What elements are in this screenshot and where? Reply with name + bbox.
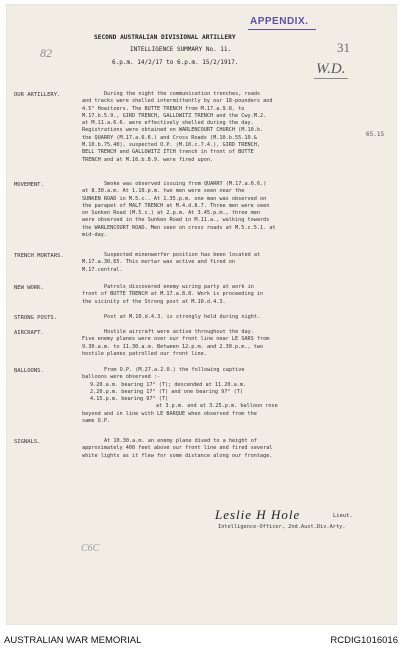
text-line: BELL TRENCH and GALLOWITZ ITCH trench in front of BUTTE [82, 149, 254, 156]
text-line: 4.5" Howitzers. The BUTTE TRENCH from M.17.a.9.8. to [82, 105, 245, 112]
pencil-wd-note: W.D. [316, 61, 346, 77]
signature-title: Intelligence-Officer, 2nd.Aust.Div.Arty. [218, 524, 346, 530]
text-line: balloons were observed :- [82, 374, 161, 381]
section-heading-strong-posts: STRONG POSTS. [14, 315, 58, 321]
text-line: same O.P. [82, 418, 111, 425]
section-heading-movement: MOVEMENT. [14, 182, 44, 188]
folio-number: 31 [337, 40, 350, 55]
footer-institution: AUSTRALIAN WAR MEMORIAL [4, 635, 142, 646]
section-heading-balloons: BALLOONS. [14, 368, 44, 374]
text-line: M.10.b.75.40), suspected O.P. (M.10.c.7.4.), GIRD TRENCH, [82, 142, 261, 149]
text-line: TRENCH and at M.16.b.8.9. were fired upon. [82, 156, 214, 163]
pencil-wd-underline [314, 78, 348, 79]
section-heading-artillery: OUR ARTILLERY. [14, 92, 61, 98]
text-line: Hostile aircraft were active throughout the day. [104, 329, 254, 335]
text-line: M.17.b.5.9., GIRD TRENCH, GALLOWITZ TRENCH and the Cwy.M.2. [82, 112, 267, 119]
text-line: beyond and in line with LE BARQUE when observed from the [82, 410, 257, 417]
pencil-margin-note: 65.15 [366, 131, 385, 138]
text-line: white lights as it flew for some distance along our frontage. [82, 452, 273, 459]
text-line: the vicinity of the Strong post at M.10.d.4.3. [82, 298, 226, 305]
section-body-movement [82, 181, 384, 239]
text-line: approximately 400 feet above our front line and fired several [82, 445, 273, 452]
section-body-balloons [82, 367, 384, 425]
text-line: 4.15.p.m. bearing 97° (T) [90, 396, 169, 403]
signature-rank: Lieut. [333, 513, 353, 519]
document-subtitle: INTELLIGENCE SUMMARY No. 11. [130, 46, 232, 53]
text-line: SUNKEN ROAD in M.5.c.. At 1.35.p.m. one man was observed on [82, 195, 267, 202]
text-line: 9.20.a.m. bearing 17° (T); descended at 11.20.a.m. [90, 381, 247, 388]
section-body-artillery [82, 91, 384, 164]
text-line: M.17.a.30.65. This mortar was active and fired on [82, 259, 236, 266]
text-line: Patrols discovered enemy wiring party at work in [104, 284, 254, 290]
archive-footer [0, 627, 404, 653]
section-heading-new-work: NEW WORK. [14, 285, 44, 291]
text-line: the parapet of MALT TRENCH at M.4.d.8.7. Three men were seen [82, 202, 270, 209]
pencil-page-number: 82 [40, 46, 52, 60]
text-line: and tracks were shelled intermittently by our 18-pounders and [82, 98, 273, 105]
text-line: Five enemy planes were over our front line near LE SARS from [82, 336, 270, 343]
text-line: Suspected minenwerfer position has been located at [104, 252, 261, 258]
section-body-trench-mortars [82, 252, 384, 274]
section-body-aircraft [82, 329, 384, 358]
document-period: 6.p.m. 14/2/17 to 6.p.m. 15/2/1917. [112, 59, 239, 66]
section-body-strong-posts [82, 314, 384, 321]
section-body-signals [82, 438, 384, 460]
text-line: mid-day. [82, 232, 107, 239]
text-line: at 3.p.m. and at 3.25.p.m. balloon rose [156, 403, 278, 410]
text-line: at M.11.a.6.6. were effectively shelled during the day. [82, 120, 254, 127]
text-line: M.17.central. [82, 266, 123, 273]
document-title: SECOND AUSTRALIAN DIVISIONAL ARTILLERY [94, 34, 236, 41]
section-body-new-work [82, 284, 384, 306]
text-line: 2.20.p.m. bearing 17° (T) and one bearing 97° (T) [90, 388, 244, 395]
text-line: on Sunken Road (M.5.c.) at 2.p.m. At 3.45.p.m., three men [82, 210, 261, 217]
section-heading-aircraft: AIRCRAFT. [14, 330, 44, 336]
text-line: the WARLENCOURT ROAD. Men seen on cross roads at M.5.c.5.1. at [82, 224, 276, 231]
text-line: Smoke was observed issuing from QUARRY (M.17.a.6.6.) [104, 181, 267, 187]
text-line: the QUARRY (M.17.a.6.6.) and Cross Roads (M.10.b.55.10.& [82, 134, 257, 141]
text-line: hostile planes patrolled our front line. [82, 350, 207, 357]
footer-record-id: RCDIG1016016 [330, 635, 398, 646]
appendix-stamp: APPENDIX. [250, 16, 309, 27]
appendix-underline [248, 29, 316, 30]
text-line: At 10.30.a.m. an enemy plane dived to a height of [104, 438, 258, 444]
text-line: During the night the communication trenches, roads [104, 91, 261, 97]
section-heading-signals: SIGNALS. [14, 439, 41, 445]
handwritten-signature: Leslie H Hole [215, 507, 301, 522]
text-line: Registrations were obtained on WARLENCOURT CHURCH (M.10.b. [82, 127, 264, 134]
pencil-c6c-note: C6C [81, 543, 100, 554]
section-heading-trench-mortars: TRENCH MORTARS. [14, 253, 64, 259]
text-line: were observed in the Sunken Road in M.11.a., walking towards [82, 217, 270, 224]
text-line: From O.P. (M.27.a.2.0.) the following captive [104, 367, 245, 373]
text-line: 9.30.a.m. to 11.30.a.m. Between 12.p.m. and 2.30.p.m., two [82, 343, 264, 350]
text-line: Post at M.10.d.4.3. is strongly held during night. [104, 314, 261, 320]
text-line: at 8.30.a.m. At 1.10.p.m. two men were seen near the [82, 188, 245, 195]
text-line: front of BUTTE TRENCH at M.17.a.8.8. Work is proceeding in [82, 291, 264, 298]
